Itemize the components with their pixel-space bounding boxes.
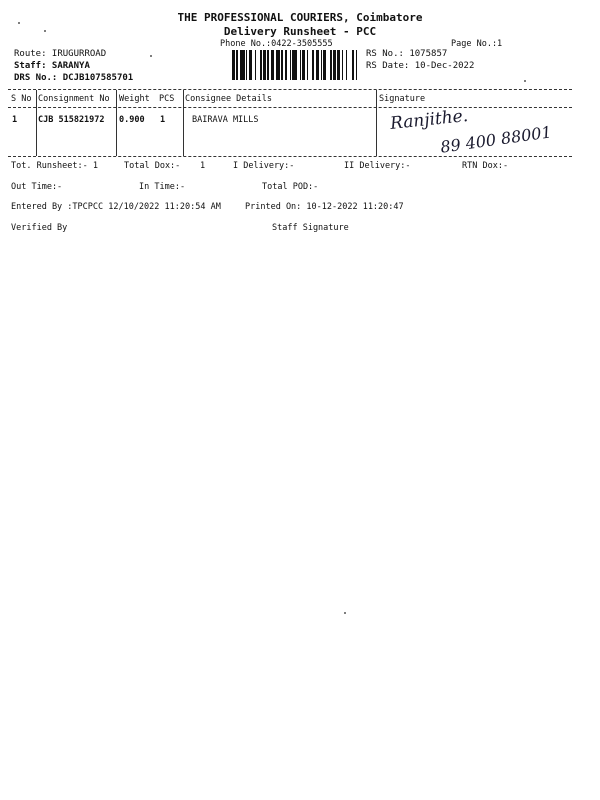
- runsheet-title: Delivery Runsheet - PCC: [223, 25, 377, 38]
- scan-speck: [150, 55, 152, 57]
- column-divider: [116, 90, 117, 156]
- cell-pcs: 1: [160, 115, 166, 125]
- column-divider: [36, 90, 37, 156]
- column-header-consignment: Consignment No: [38, 94, 110, 104]
- tot-runsheet: Tot. Runsheet:- 1: [11, 161, 98, 171]
- total-dox-value: 1: [200, 161, 206, 171]
- table-header-rule: [8, 107, 572, 108]
- column-divider: [183, 90, 184, 156]
- column-header-pcs: PCS: [159, 94, 175, 104]
- cell-consignment: CJB 515821972: [38, 115, 105, 125]
- cell-consignee: BAIRAVA MILLS: [192, 115, 259, 125]
- table-top-rule: [8, 89, 572, 90]
- scan-speck: [18, 22, 20, 24]
- scan-speck: [44, 30, 46, 32]
- route-label: Route: IRUGURROAD: [14, 49, 107, 59]
- ii-delivery: II Delivery:-: [344, 161, 411, 171]
- in-time: In Time:-: [139, 182, 186, 192]
- phone-number: Phone No.:0422-3505555: [220, 39, 333, 49]
- column-header-signature: Signature: [379, 94, 426, 104]
- i-delivery: I Delivery:-: [233, 161, 295, 171]
- column-header-consignee: Consignee Details: [185, 94, 272, 104]
- barcode: [232, 50, 360, 80]
- column-header-sno: S No: [11, 94, 32, 104]
- rs-date: RS Date: 10-Dec-2022: [366, 61, 475, 71]
- rtn-dox: RTN Dox:-: [462, 161, 509, 171]
- cell-sno: 1: [12, 115, 18, 125]
- column-header-weight: Weight: [119, 94, 150, 104]
- page-number: Page No.:1: [451, 39, 503, 49]
- handwritten-phone-number: 89 400 88001: [439, 122, 553, 157]
- drs-number: DRS No.: DCJB107585701: [14, 73, 134, 83]
- rs-number: RS No.: 1075857: [366, 49, 448, 59]
- entered-by: Entered By :TPCPCC 12/10/2022 11:20:54 AM: [11, 202, 221, 212]
- scan-speck: [344, 612, 346, 614]
- table-bottom-rule: [8, 156, 572, 157]
- out-time: Out Time:-: [11, 182, 63, 192]
- handwritten-signature: Ranjithe.: [389, 105, 470, 135]
- total-dox-label: Total Dox:-: [124, 161, 181, 171]
- scan-speck: [524, 80, 526, 82]
- total-pod: Total POD:-: [262, 182, 319, 192]
- company-name: THE PROFESSIONAL COURIERS, Coimbatore: [177, 11, 423, 24]
- cell-weight: 0.900: [119, 115, 145, 125]
- verified-by: Verified By: [11, 223, 68, 233]
- staff-label: Staff: SARANYA: [14, 61, 90, 71]
- column-divider: [376, 90, 377, 156]
- printed-on: Printed On: 10-12-2022 11:20:47: [245, 202, 404, 212]
- staff-signature: Staff Signature: [272, 223, 349, 233]
